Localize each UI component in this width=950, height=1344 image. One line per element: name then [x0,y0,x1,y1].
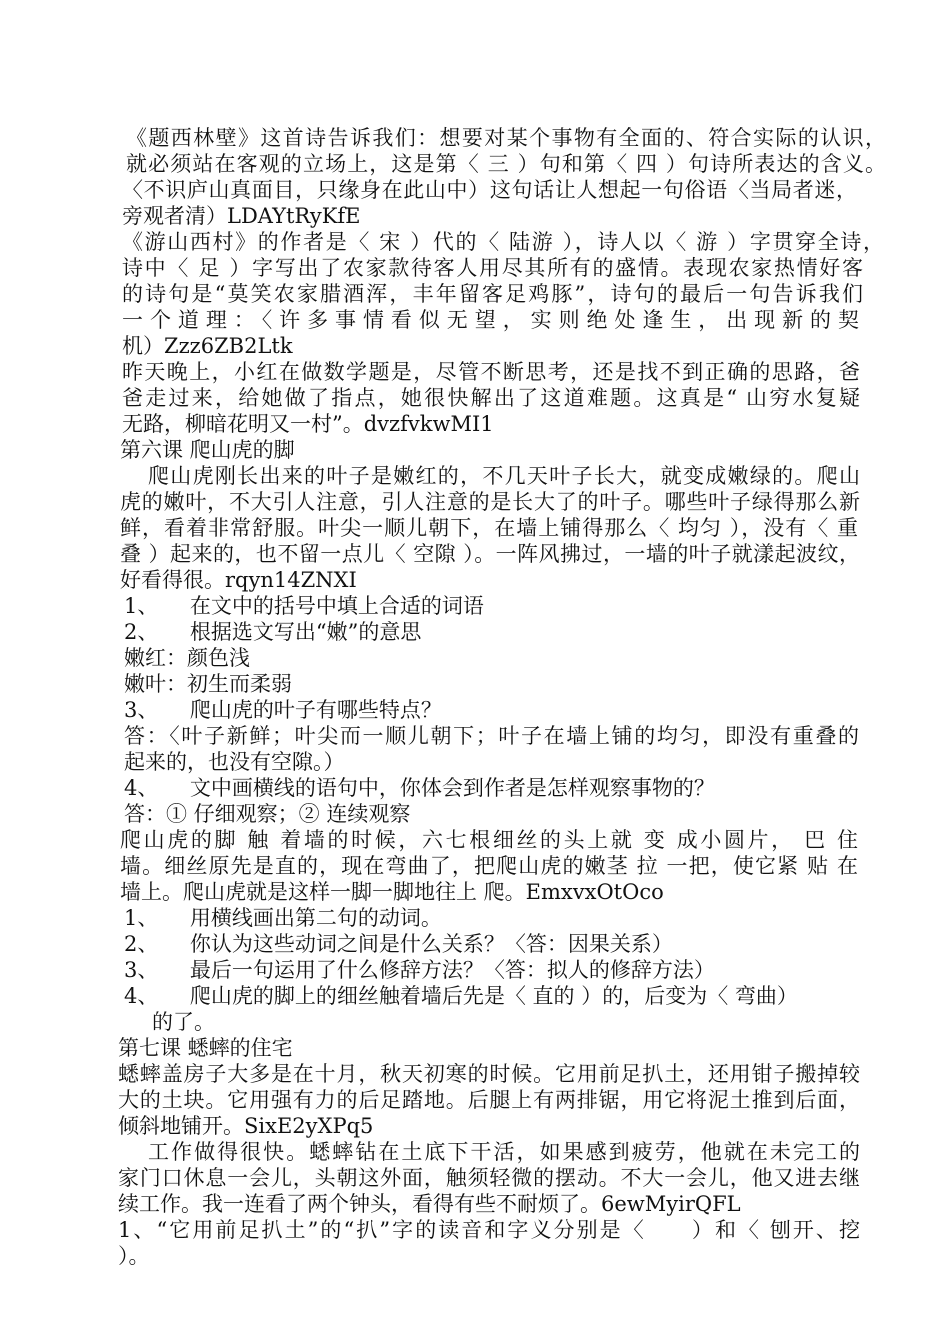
text-line: 就必须站在客观的立场上，这是第〈 三 ）句和第〈 四 ）句诗所表达的含义。 [126,152,886,176]
text-line: 《题西林壁》这首诗告诉我们：想要对某个事物有全面的、符合实际的认识， [126,126,886,150]
section-heading: 第七课 蟋蟀的住宅 [118,1036,293,1060]
answer-line: 嫩红：颜色浅 [124,646,250,670]
text-line: 叠 ）起来的，也不留一点儿〈 空隙 ）。一阵风拂过，一墙的叶子就漾起波纹， [120,542,860,566]
text-line: 蟋蟀盖房子大多是在十月，秋天初寒的时候。它用前足扒土，还用钳子搬掉较 [118,1062,860,1086]
text-line: 《游山西村》的作者是〈 宋 ）代的〈 陆游 ），诗人以〈 游 ）字贯穿全诗， [122,230,884,254]
question-item: 1、“它用前足扒土”的“扒”字的读音和字义分别是〈 ）和〈 刨开、挖 [118,1218,860,1242]
question-item: 3、 最后一句运用了什么修辞方法？〈答：拟人的修辞方法） [124,958,715,982]
text-line: 虎的嫩叶，不大引人注意，引人注意的是长大了的叶子。哪些叶子绿得那么新 [120,490,860,514]
text-line: 墙。细丝原先是直的，现在弯曲了，把爬山虎的嫩茎 拉 一把，使它紧 贴 在 [120,854,858,878]
question-item: 1、 在文中的括号中填上合适的词语 [124,594,484,618]
answer-line: 答：① 仔细观察；② 连续观察 [124,802,411,826]
text-line: 爬山虎刚长出来的叶子是嫩红的，不几天叶子长大，就变成嫩绿的。爬山 [148,464,860,488]
question-item: 3、 爬山虎的叶子有哪些特点？ [124,698,442,722]
text-line: 旁观者清）LDAYtRyKfE [122,204,361,228]
answer-line: 起来的，也没有空隙。） [124,750,345,774]
question-item: 1、 用横线画出第二句的动词。 [124,906,442,930]
question-item: 4、 爬山虎的脚上的细丝触着墙后先是〈 直的 ）的，后变为〈 弯曲） [124,984,798,1008]
question-item: 2、 根据选文写出“嫩”的意思 [124,620,422,644]
text-line: 诗中〈 足 ）字写出了农家款待客人用尽其所有的盛情。表现农家热情好客 [122,256,863,280]
text-line: 的诗句是“莫笑农家腊酒浑，丰年留客足鸡豚”，诗句的最后一句告诉我们 [122,282,863,306]
text-line: 墙上。爬山虎就是这样一脚一脚地往上 爬。EmxvxOtOco [120,880,664,904]
question-item: 4、 文中画横线的语句中，你体会到作者是怎样观察事物的？ [124,776,715,800]
text-line: 爬山虎的脚 触 着墙的时候，六七根细丝的头上就 变 成小圆片， 巴 住 [120,828,858,852]
text-line: 无路，柳暗花明又一村”。dvzfvkwMI1 [122,412,494,436]
text-line: 家门口休息一会儿，头朝这外面，触须轻微的摆动。不大一会儿，他又进去继 [118,1166,860,1190]
text-line: 〈不识庐山真面目，只缘身在此山中）这句话让人想起一句俗语〈当局者迷， [122,178,857,202]
answer-line: 答：〈叶子新鲜；叶尖而一顺儿朝下；叶子在墙上铺的均匀，即没有重叠的 [124,724,859,748]
text-line: 倾斜地铺开。SixE2yXPq5 [118,1114,374,1138]
text-line: 爸走过来，给她做了指点，她很快解出了这道难题。这真是“ 山穷水复疑 [122,386,860,410]
text-line: 昨天晚上，小红在做数学题是，尽管不断思考，还是找不到正确的思路，爸 [122,360,860,384]
section-heading: 第六课 爬山虎的脚 [120,438,295,462]
answer-line: 嫩叶：初生而柔弱 [124,672,292,696]
text-line: 续工作。我一连看了两个钟头，看得有些不耐烦了。6ewMyirQFL [118,1192,741,1216]
text-line: 好看得很。rqyn14ZNXI [120,568,357,592]
text-line: 工作做得很快。蟋蟀钻在土底下干活，如果感到疲劳，他就在未完工的 [148,1140,860,1164]
question-item: 2、 你认为这些动词之间是什么关系？〈答：因果关系） [124,932,673,956]
text-line: 大的土块。它用强有力的后足踏地。后腿上有两排锯，用它将泥土推到后面， [118,1088,860,1112]
text-line: 机）Zzz6ZB2Ltk [122,334,293,358]
question-item: 的了。 [152,1010,215,1034]
text-line: 鲜，看着非常舒服。叶尖一顺儿朝下，在墙上铺得那么〈 均匀 ），没有〈 重 [120,516,858,540]
question-item: ）。 [118,1244,150,1268]
text-line: 一个道理：〈许多事情看似无望，实则绝处逢生，出现新的契 [122,308,859,332]
